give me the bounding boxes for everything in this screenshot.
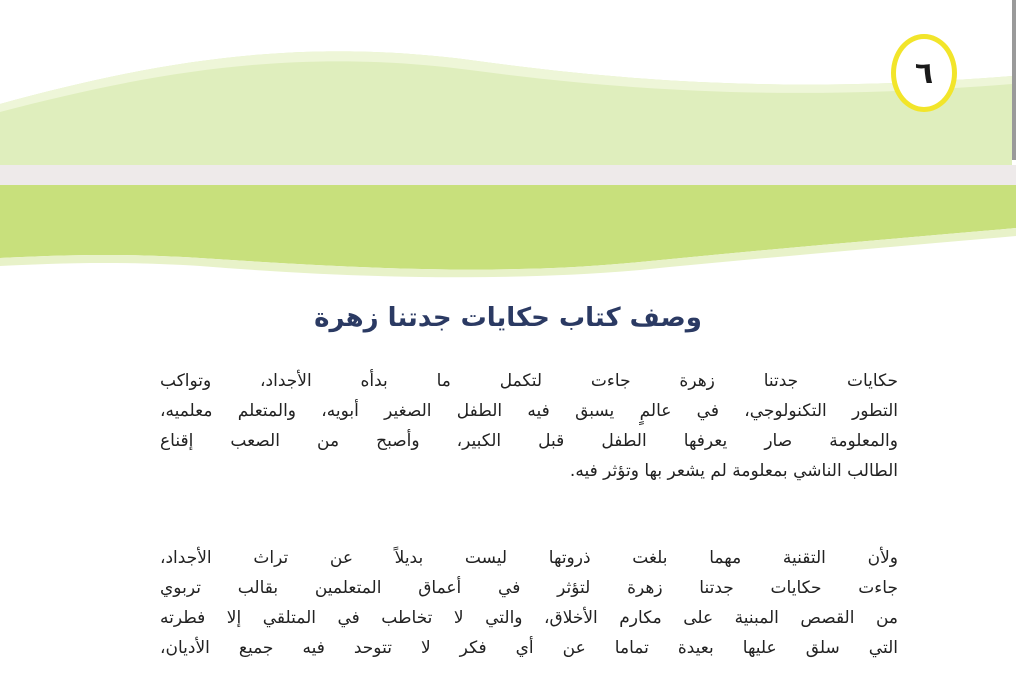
paragraph-2-line-2: جاءت حكايات جدتنا زهرة لتؤثر في أعماق المتعلمين بقالب تربوي	[160, 578, 898, 598]
paragraph-1-line-3: والمعلومة صار يعرفها الطفل قبل الكبير، وأصبح من الصعب إقناع	[160, 431, 898, 451]
paragraph-1	[160, 366, 898, 486]
banner-gray-strip	[0, 165, 1016, 185]
paragraph-1-line-4: الطالب الناشي بمعلومة لم يشعر بها وتؤثر فيه.	[569, 461, 898, 481]
paragraph-2-line-3: من القصص المبنية على مكارم الأخلاق، والتي لا تخاطب في المتلقي إلا فطرته	[160, 608, 898, 628]
paragraph-2	[160, 543, 898, 663]
page-number-badge	[891, 34, 957, 112]
page-edge-line	[1012, 0, 1016, 160]
document-title: وصف كتاب حكايات جدتنا زهرة	[314, 303, 702, 333]
paragraph-2-line-4: التي سلق عليها بعيدة تماما عن أي فكر لا تتوحد فيه جميع الأديان،	[160, 638, 898, 658]
paragraph-1-line-2: التطور التكنولوجي، في عالمٍ يسبق فيه الطفل الصغير أبويه، والمتعلم معلميه،	[160, 401, 898, 421]
header-banner	[0, 0, 1016, 280]
paragraph-2-line-1: ولأن التقنية مهما بلغت ذروتها ليست بديلاً عن تراث الأجداد،	[160, 548, 898, 568]
paragraph-1-line-1: حكايات جدتنا زهرة جاءت لتكمل ما بدأه الأجداد، وتواكب	[160, 371, 898, 391]
page-number: ٦	[914, 55, 934, 91]
